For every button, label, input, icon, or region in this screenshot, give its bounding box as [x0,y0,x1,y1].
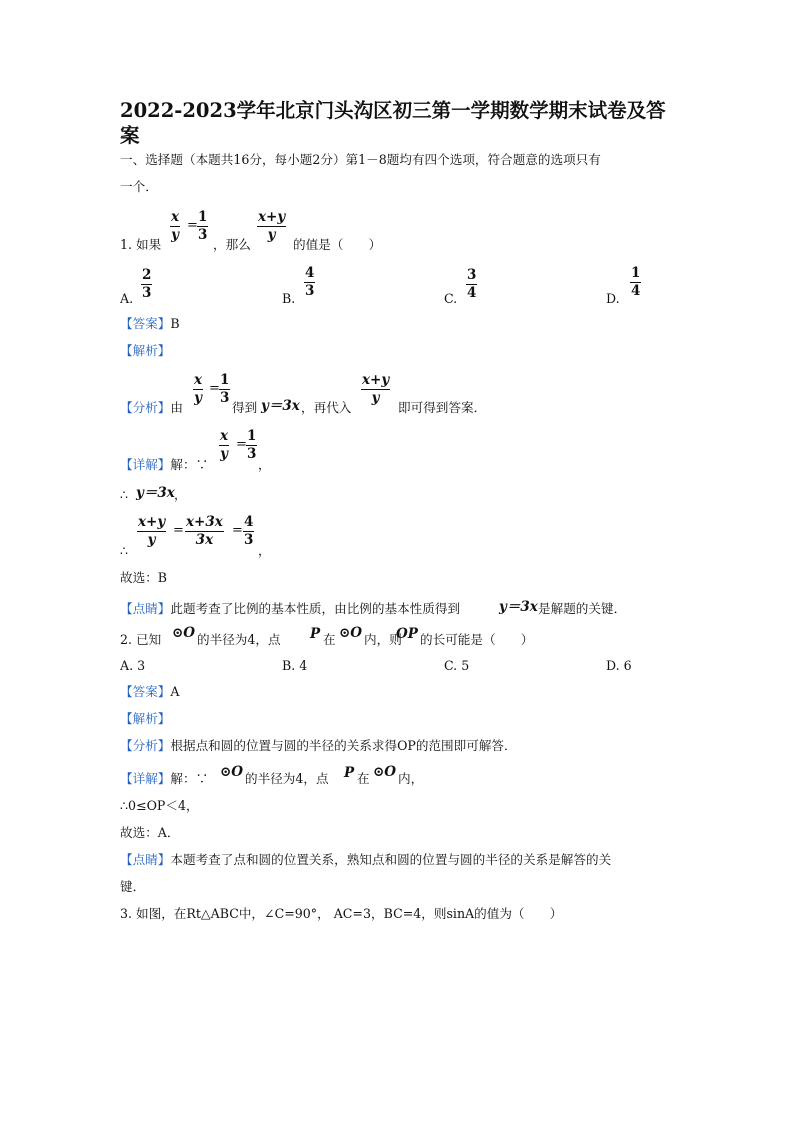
q1-dianjing-end: 是解题的关键． [538,601,627,616]
q1-xiangjie-comma: ， [258,457,271,472]
q2-stem-t4: 的长可能是（ ） [420,632,534,647]
q1-step3-frac2: $\frac{x+3x}{3x}$ [186,514,223,548]
q2-circle-1: ⊙O [172,625,196,641]
q1-analysis-label: 【解析】 [120,343,171,358]
q1-stem-mid: ，那么 [213,237,251,252]
q1-step3-therefore: ∴ [120,543,129,558]
q1-xiangjie-line: 【详解】解：∵ [120,457,209,472]
q1-guxuan: 故选：B [120,570,168,585]
q2-xiangjie-circle-2: ⊙O [373,764,397,780]
q1-cond-frac-left: $\frac{x}{y}$ [171,209,180,243]
q1-fenxi-get: 得到 [232,400,258,415]
q1-option-d-letter: D. [606,291,620,306]
q1-option-a-letter: A. [120,291,134,306]
q1-option-b-letter: B. [282,291,296,306]
q2-stem-t2: 在 [323,632,336,647]
q1-fenxi-line: 【分析】由 [120,400,183,415]
q1-fenxi-equals: = [209,381,220,396]
page-title: 2022-2023学年北京门头沟区初三第一学期数学期末试卷及答案 [120,99,666,147]
q1-step3-frac3: $\frac{4}{3}$ [244,514,254,548]
q1-step2-therefore: ∴ [120,487,129,502]
q1-xiangjie-frac-right: $\frac{1}{3}$ [247,428,257,462]
q1-fenxi-eq: y＝3x [261,398,300,414]
q1-expr-frac: $\frac{x+y}{y}$ [258,209,286,243]
q2-stem-t3: 内，则 [364,632,402,647]
q1-xiangjie-equals: = [236,437,247,452]
q1-option-b-frac: $\frac{4}{3}$ [305,265,315,299]
q2-point-p: P [310,626,321,642]
q2-segment-op: OP [396,626,418,642]
q1-step3-frac1: $\frac{x+y}{y}$ [138,514,166,548]
q2-fenxi: 【分析】根据点和圆的位置与圆的半径的关系求得OP的范围即可解答． [120,738,517,753]
q2-xiangjie-b: 的半径为4，点 [245,771,329,786]
q2-analysis-label: 【解析】 [120,711,171,726]
q1-cond-frac-right: $\frac{1}{3}$ [198,209,208,243]
q1-dianjing: 【点睛】此题考查了比例的基本性质，由比例的基本性质得到 [120,601,461,616]
q2-xiangjie-circle-1: ⊙O [220,764,244,780]
q1-fenxi-frac-left: $\frac{x}{y}$ [194,372,203,406]
q1-xiangjie-frac-left: $\frac{x}{y}$ [220,428,229,462]
section-instructions-line1: 一、选择题（本题共16分，每小题2分）第1－8题均有四个选项，符合题意的选项只有 [120,152,601,167]
q1-step2-comma: ， [174,487,187,502]
q2-stem-t1: 的半径为4，点 [197,632,281,647]
q1-option-d-frac: $\frac{1}{4}$ [631,265,641,299]
q2-xiangjie-c: 在 [357,771,370,786]
q1-answer: 【答案】B [120,316,180,331]
q2-option-c: C. 5 [444,658,470,673]
q2-stem-prefix: 2. 已知 [120,632,162,647]
q1-stem-prefix: 1. 如果 [120,237,162,252]
q1-fenxi-substitute: ，再代入 [301,400,352,415]
q1-option-c-frac: $\frac{3}{4}$ [467,267,477,301]
q2-option-d: D. 6 [606,658,632,673]
q2-option-b: B. 4 [282,658,308,673]
q2-answer: 【答案】A [120,684,180,699]
section-instructions-line2: 一个． [120,179,158,194]
q2-circle-2: ⊙O [339,625,363,641]
q1-fenxi-end: 即可得到答案． [398,400,487,415]
q1-cond-equals: = [187,218,198,233]
q2-xiangjie-d: 内， [398,771,424,786]
q1-step3-equals-1: = [173,523,184,538]
q1-step2-eq: y＝3x [136,485,175,501]
q1-option-a-frac: $\frac{2}{3}$ [142,267,152,301]
q2-guxuan: 故选：A． [120,825,180,840]
q2-step2: ∴0≤OP＜4， [120,798,199,813]
q1-stem-suffix: 的值是（ ） [293,237,382,252]
q3-stem: 3. 如图，在Rt△ABC中，∠C=90°， AC=3，BC=4，则sinA的值为（ ） [120,906,563,921]
q1-option-c-letter: C. [444,291,458,306]
q2-dianjing-line2: 键． [120,879,146,894]
q2-dianjing-line1: 【点睛】本题考查了点和圆的位置关系，熟知点和圆的位置与圆的半径的关系是解答的关 [120,852,612,867]
q2-xiangjie-point-p: P [344,765,355,781]
q2-option-a: A. 3 [120,658,146,673]
q1-fenxi-frac-right: $\frac{1}{3}$ [220,372,230,406]
q1-step3-equals-2: = [232,523,243,538]
q1-dianjing-eq: y＝3x [499,599,538,615]
q2-xiangjie: 【详解】解：∵ [120,771,209,786]
q1-fenxi-expr-frac: $\frac{x+y}{y}$ [362,372,390,406]
q1-step3-comma: ， [258,543,271,558]
